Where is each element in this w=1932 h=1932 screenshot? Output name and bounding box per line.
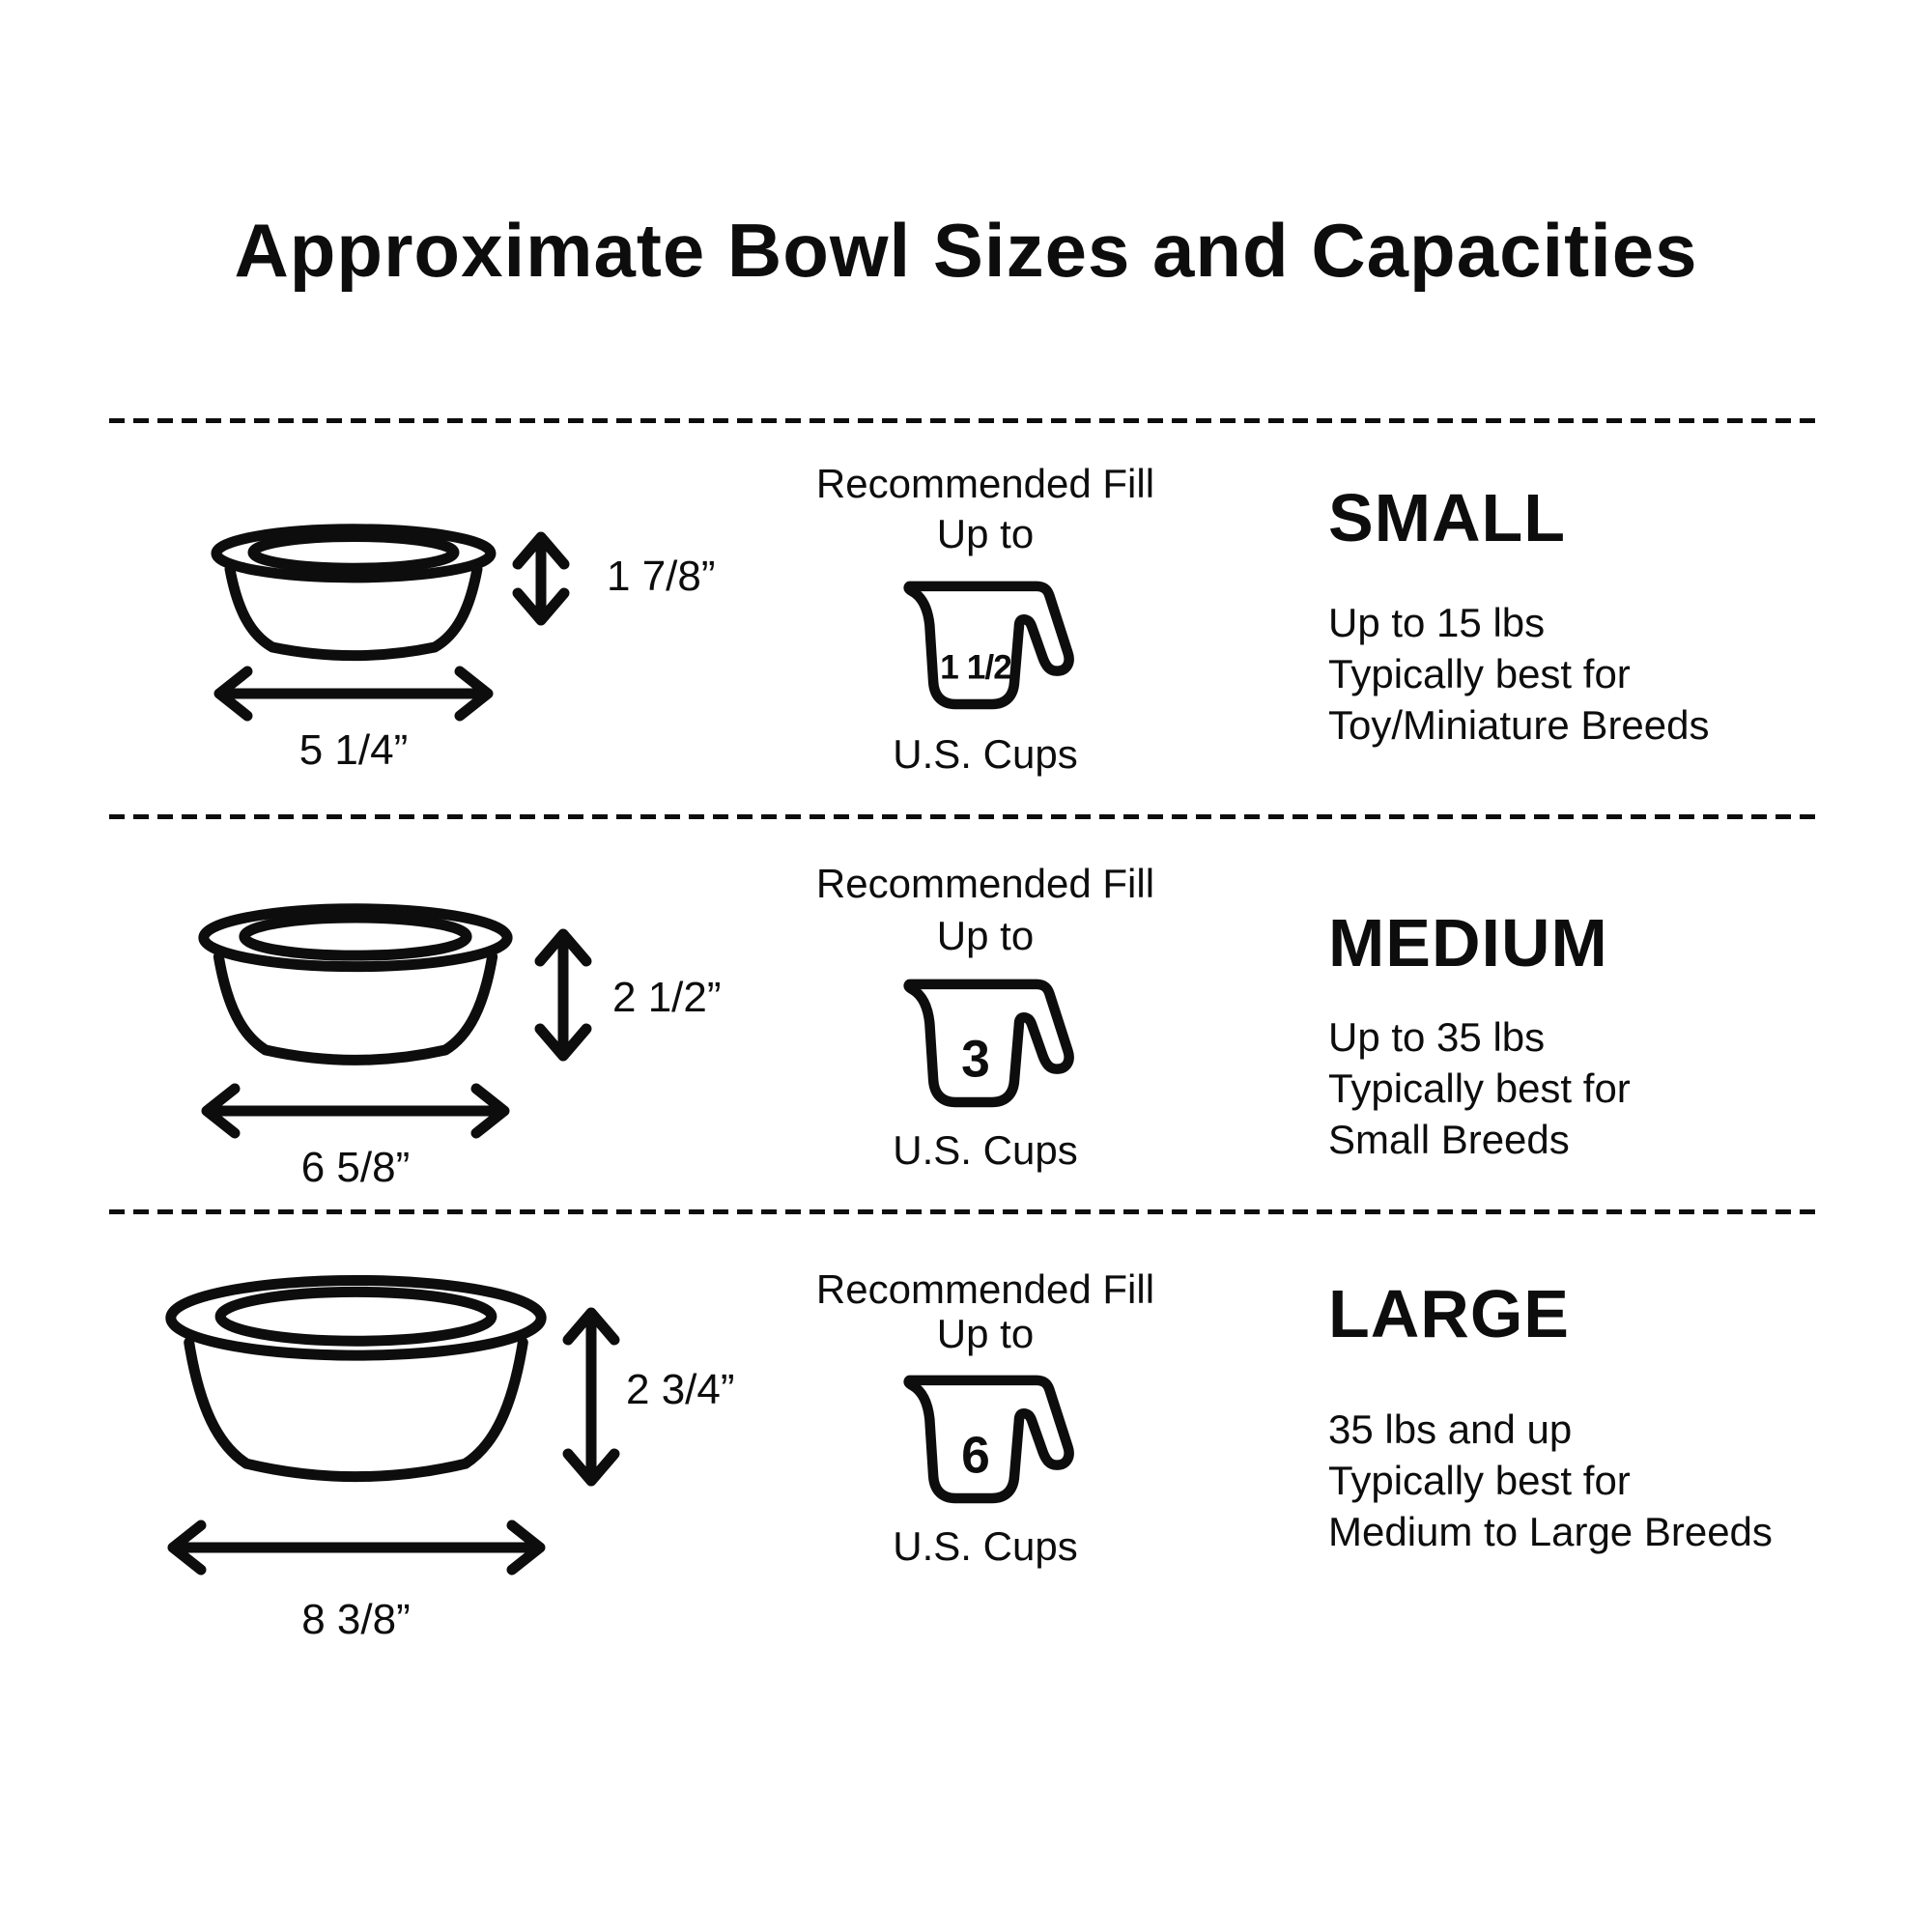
measuring-cup-icon (896, 1368, 1076, 1509)
size-heading-large: LARGE (1328, 1276, 1570, 1351)
size-details-medium (1328, 1011, 1631, 1165)
size-heading-small: SMALL (1328, 480, 1567, 555)
detail-line: Typically best for (1328, 1065, 1631, 1111)
bowl-height-label: 2 3/4” (626, 1366, 735, 1413)
detail-line: Toy/Miniature Breeds (1328, 702, 1710, 748)
size-details-small (1328, 597, 1710, 751)
detail-line: 35 lbs and up (1328, 1406, 1573, 1452)
page-title: Approximate Bowl Sizes and Capacities (234, 208, 1698, 293)
bowl-icon (160, 1273, 552, 1501)
up-to-label: Up to (936, 511, 1035, 556)
up-to-label: Up to (936, 913, 1035, 958)
size-heading-medium: MEDIUM (1328, 905, 1608, 980)
bowl-diameter-label: 5 1/4” (298, 726, 409, 774)
dashed-divider (109, 1209, 1824, 1214)
bowl-diameter-label: 8 3/8” (301, 1596, 411, 1643)
detail-line: Medium to Large Breeds (1328, 1509, 1773, 1554)
recommended-fill-heading: Recommended Fill (815, 461, 1155, 506)
width-arrow-icon (194, 1080, 517, 1142)
bowl-icon (209, 525, 498, 671)
cup-amount: 1 1/2 (940, 648, 1011, 687)
dashed-divider (109, 814, 1824, 819)
us-cups-label: U.S. Cups (893, 731, 1078, 777)
height-arrow-icon (560, 1300, 622, 1493)
detail-line: Up to 15 lbs (1328, 600, 1546, 645)
bowl-diameter-label: 6 5/8” (300, 1144, 411, 1191)
detail-line: Typically best for (1328, 651, 1631, 696)
detail-line: Small Breeds (1328, 1117, 1570, 1162)
width-arrow-icon (160, 1517, 553, 1578)
size-details-large (1328, 1404, 1773, 1557)
bowl-height-label: 2 1/2” (612, 974, 722, 1021)
up-to-label: Up to (936, 1311, 1035, 1356)
recommended-fill-heading: Recommended Fill (815, 1266, 1155, 1312)
detail-line: Typically best for (1328, 1458, 1631, 1503)
detail-line: Up to 35 lbs (1328, 1014, 1546, 1060)
height-arrow-icon (532, 922, 594, 1068)
cup-amount: 3 (961, 1031, 990, 1089)
cup-amount: 6 (961, 1427, 990, 1485)
bowl-height-label: 1 7/8” (607, 553, 716, 600)
bowl-icon (195, 903, 516, 1079)
width-arrow-icon (207, 663, 500, 724)
us-cups-label: U.S. Cups (893, 1523, 1078, 1569)
us-cups-label: U.S. Cups (893, 1127, 1078, 1173)
recommended-fill-heading: Recommended Fill (815, 861, 1155, 906)
height-arrow-icon (510, 525, 572, 633)
dashed-divider (109, 418, 1824, 423)
measuring-cup-icon (896, 972, 1076, 1113)
measuring-cup-icon (896, 574, 1076, 715)
